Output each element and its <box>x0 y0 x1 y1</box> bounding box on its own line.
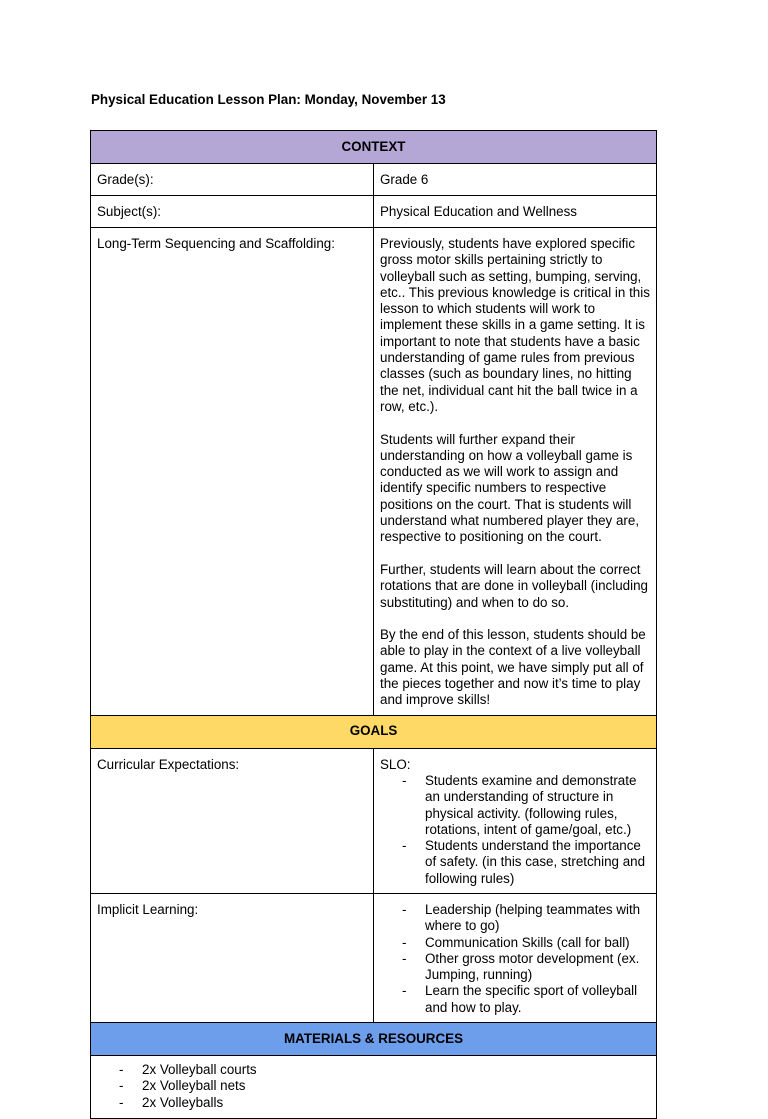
page-title: Physical Education Lesson Plan: Monday, November 13 <box>91 92 446 107</box>
list-item: - Students understand the importance of safety. (in this case, stretching and following rules) <box>402 838 650 887</box>
sequencing-paragraph: By the end of this lesson, students should be able to play in the context of a live volleyball game. At this point, we have simply put all of the pieces together and now it’s time to play and improve skills! <box>380 627 646 708</box>
sequencing-paragraph: Students will further expand their understanding on how a volleyball game is conducted as we will work to assign and identify specific numbers to respective positions on the court. That is students will understand what numbered player they are, respective to positioning on the court. <box>380 431 640 545</box>
implicit-value <box>374 893 657 1022</box>
grade-label: Grade(s): <box>91 164 374 196</box>
list-item: - 2x Volleyball nets <box>119 1078 650 1094</box>
grade-row <box>91 164 657 196</box>
sequencing-label: Long-Term Sequencing and Scaffolding: <box>91 228 374 716</box>
list-item: - Leadership (helping teammates with where to go) <box>402 902 650 935</box>
materials-value <box>91 1056 657 1119</box>
list-item: - Students examine and demonstrate an understanding of structure in physical activity. (following rules, rotations, intent of game/goal, etc.) <box>402 773 650 838</box>
materials-list <box>97 1062 650 1111</box>
context-header: CONTEXT <box>91 131 657 164</box>
subject-row <box>91 196 657 228</box>
list-item: - Other gross motor development (ex. Jumping, running) <box>402 951 650 984</box>
slo-list <box>380 773 650 887</box>
lesson-plan-table <box>90 130 657 1119</box>
subject-label: Subject(s): <box>91 196 374 228</box>
materials-header: MATERIALS & RESOURCES <box>91 1023 657 1056</box>
sequencing-row <box>91 228 657 716</box>
goals-header: GOALS <box>91 715 657 748</box>
materials-section-header <box>91 1023 657 1056</box>
sequencing-paragraph: Further, students will learn about the correct rotations that are done in volleyball (including substituting) and when to do so. <box>380 561 648 610</box>
implicit-label: Implicit Learning: <box>91 893 374 1022</box>
list-item: - 2x Volleyball courts <box>119 1062 650 1078</box>
grade-value: Grade 6 <box>374 164 657 196</box>
curricular-label: Curricular Expectations: <box>91 748 374 893</box>
implicit-list <box>380 902 650 1016</box>
context-section-header <box>91 131 657 164</box>
curricular-row <box>91 748 657 893</box>
sequencing-value <box>374 228 657 716</box>
list-item: - Learn the specific sport of volleyball and how to play. <box>402 983 650 1016</box>
subject-value: Physical Education and Wellness <box>374 196 657 228</box>
slo-label: SLO: <box>380 756 411 772</box>
curricular-value <box>374 748 657 893</box>
list-item: - 2x Volleyballs <box>119 1095 650 1111</box>
sequencing-paragraph: Previously, students have explored specific gross motor skills pertaining strictly to volleyball such as setting, bumping, serving, etc.. This previous knowledge is critical in this lesson to which students will work to implement these skills in a game setting. It is important to note that students have a basic understanding of game rules from previous classes (such as boundary lines, no hitting the net, individual cant hit the ball twice in a row, etc.). <box>380 236 650 414</box>
materials-row <box>91 1056 657 1119</box>
goals-section-header <box>91 715 657 748</box>
list-item: - Communication Skills (call for ball) <box>402 935 650 951</box>
implicit-row <box>91 893 657 1022</box>
